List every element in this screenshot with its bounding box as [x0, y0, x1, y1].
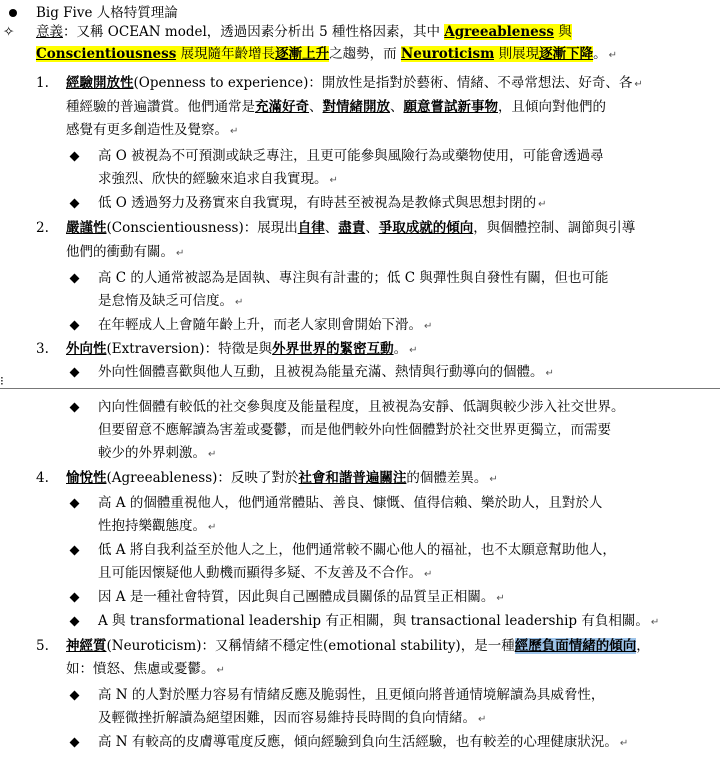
- item-1-bullet-1a: 高 O 被視為不可預測或缺乏專注，且更可能參與風險行為或藥物使用，可能會透過尋: [98, 148, 604, 164]
- item-4-bullet-1b: 性抱持樂觀態度。 ↵: [98, 518, 217, 534]
- diamond-bullet-icon: [70, 152, 80, 162]
- diamond-bullet-icon: [70, 691, 80, 701]
- item-1-line-3: 感覺有更多創造性及覺察。 ↵: [66, 122, 239, 138]
- diamond-outline-icon: ✧: [3, 24, 15, 40]
- item-3-line-1: 外向性(Extraversion)：特徵是與外界世界的緊密互動。 ↵: [66, 341, 418, 357]
- item-1-number: 1.: [36, 75, 49, 91]
- item-4-bullet-2a: 低 A 將自我利益至於他人之上，他們通常較不關心他人的福祉，也不太願意幫助他人，: [98, 542, 616, 558]
- diamond-bullet-icon: [70, 368, 80, 378]
- fall-keyword: 逐漸下降: [539, 46, 594, 62]
- item-2-bullet-2: 在年輕成人上會隨年齡上升，而老人家則會開始下滑。 ↵: [98, 317, 433, 333]
- conscientiousness-highlight: Conscientiousness: [36, 46, 177, 62]
- page-break-marker-icon: ⁝: [0, 374, 4, 388]
- rise-keyword: 逐漸上升: [275, 46, 330, 62]
- diamond-bullet-icon: [70, 403, 80, 413]
- diamond-bullet-icon: [70, 321, 80, 331]
- intro-line-2: Conscientiousness 展現隨年齡增長逐漸上升之趨勢，而 Neuroticism 則展現逐漸下降。 ↵: [36, 46, 618, 62]
- diamond-bullet-icon: [70, 499, 80, 509]
- diamond-bullet-icon: [70, 274, 80, 284]
- item-3-bullet-2c: 較少的外界刺激。 ↵: [98, 445, 217, 461]
- item-5-bullet-2: 高 N 有較高的皮膚導電度反應，傾向經驗到負向生活經驗，也有較差的心理健康狀況。 ↵: [98, 734, 629, 750]
- item-2-number: 2.: [36, 220, 49, 236]
- title-bullet-icon: [9, 9, 17, 17]
- item-1-line-1: 經驗開放性(Openness to experience)：開放性是指對於藝術、情緒、不尋常想法、好奇、各 ↵: [66, 75, 643, 91]
- agreeableness-highlight: Agreeableness: [444, 24, 554, 40]
- item-5-bullet-1b: 及輕微挫折解讀為絕望困難，因而容易維持長時間的負向情緒。 ↵: [98, 710, 487, 726]
- diamond-bullet-icon: [70, 546, 80, 556]
- item-3-bullet-1: 外向性個體喜歡與他人互動，且被視為能量充滿、熱情與行動導向的個體。 ↵: [98, 364, 554, 380]
- diamond-bullet-icon: [70, 593, 80, 603]
- item-4-bullet-4: A 與 transformational leadership 有正相關，與 transactional leadership 有負相關。 ↵: [98, 613, 660, 629]
- item-2-line-2: 他們的衝動有關。 ↵: [66, 244, 185, 260]
- item-5-line-1: 神經質(Neuroticism)：又稱情緒不穩定性(emotional stability)，是一種經歷負面情緒的傾向，: [66, 638, 650, 654]
- item-4-number: 4.: [36, 470, 49, 486]
- item-5-line-2: 如：憤怒、焦慮或憂鬱。 ↵: [66, 661, 225, 677]
- item-1-bullet-2: 低 O 透過努力及務實來自我實現，有時甚至被視為是教條式與思想封閉的 ↵: [98, 195, 547, 211]
- item-4-bullet-1a: 高 A 的個體重視他人，他們通常體貼、善良、慷慨、值得信賴、樂於助人，且對於人: [98, 495, 603, 511]
- intro-line-1: 意義：又稱 OCEAN model，透過因素分析出 5 種性格因素，其中 Agreeableness 與: [36, 24, 572, 40]
- item-3-bullet-2b: 但要留意不應解讀為害羞或憂鬱，而是他們較外向性個體對於社交世界更獨立，而需要: [98, 422, 611, 438]
- diamond-bullet-icon: [70, 738, 80, 748]
- item-4-bullet-3: 因 A 是一種社會特質，因此與自己團體成員關係的品質呈正相關。 ↵: [98, 589, 505, 605]
- item-4-line-1: 愉悅性(Agreeableness)：反映了對於社會和諧普遍關注的個體差異。 ↵: [66, 470, 498, 486]
- page-break-line: [0, 388, 720, 389]
- item-5-number: 5.: [36, 638, 49, 654]
- document-title: Big Five 人格特質理論: [36, 5, 178, 21]
- item-5-bullet-1a: 高 N 的人對於壓力容易有情緒反應及脆弱性，且更傾向將普通情境解讀為具威脅性，: [98, 687, 605, 703]
- diamond-bullet-icon: [70, 617, 80, 627]
- item-3-number: 3.: [36, 341, 49, 357]
- item-1-line-2: 種經驗的普遍讚賞。他們通常是充滿好奇、對情緒開放、願意嘗試新事物，且傾向對他們的: [66, 99, 606, 115]
- neuroticism-highlight: Neuroticism: [400, 46, 495, 62]
- intro-label: 意義: [36, 24, 63, 40]
- item-4-bullet-2b: 且可能因懷疑他人動機而顯得多疑、不友善及不合作。 ↵: [98, 565, 433, 581]
- item-2-line-1: 嚴謹性(Conscientiousness)：展現出自律、盡責、爭取成就的傾向，與個體控制、調節與引導: [66, 220, 636, 236]
- item-1-bullet-1b: 求強烈、欣快的經驗來追求自我實現。 ↵: [98, 171, 338, 187]
- diamond-bullet-icon: [70, 199, 80, 209]
- item-3-bullet-2a: 內向性個體有較低的社交參與度及能量程度，且被視為安靜、低調與較少涉入社交世界。: [98, 399, 625, 415]
- item-2-bullet-1a: 高 C 的人通常被認為是固執、專注與有計畫的；低 C 與彈性與自發性有關，但也可能: [98, 270, 609, 286]
- negative-emotion-keyword: 經歷負面情緒的傾向: [514, 638, 637, 654]
- item-2-bullet-1b: 是怠惰及缺乏可信度。 ↵: [98, 293, 244, 309]
